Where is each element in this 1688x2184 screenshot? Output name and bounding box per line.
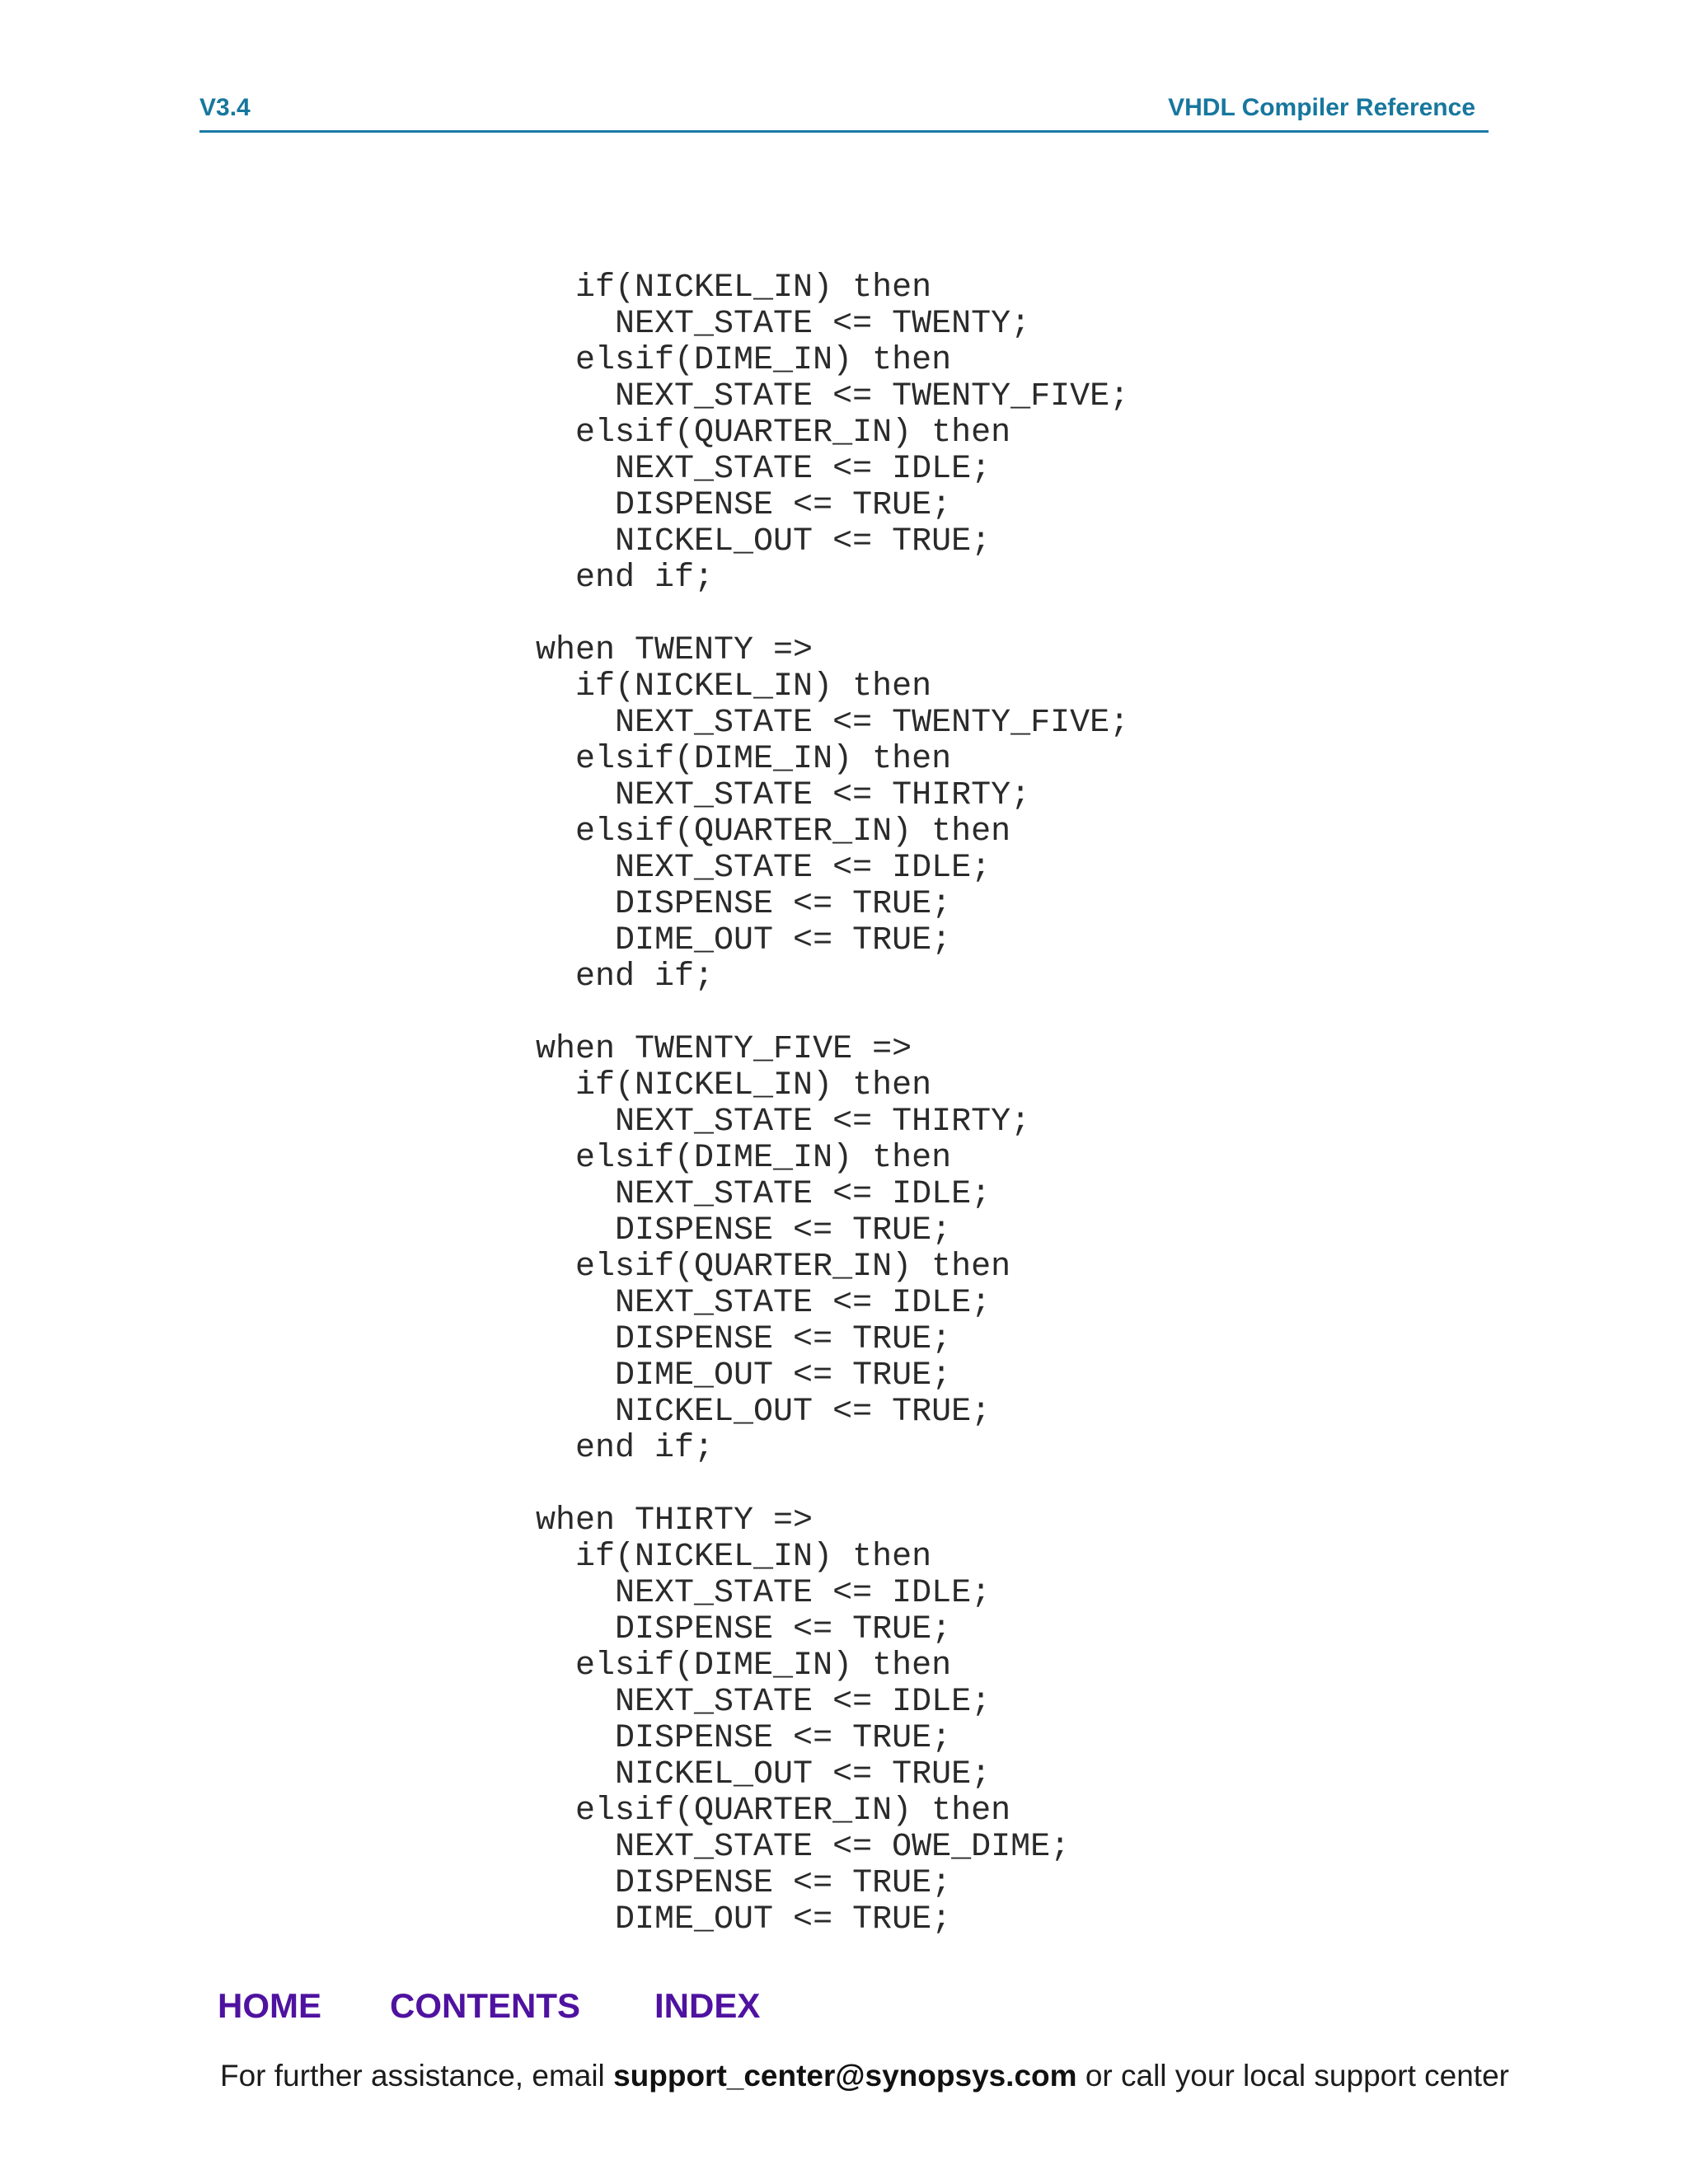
code-line: NICKEL_OUT <= TRUE; — [496, 1756, 992, 1793]
version-label: V3.4 — [199, 94, 251, 121]
code-line: when THIRTY => — [496, 1502, 814, 1540]
code-line: elsif(DIME_IN) then — [496, 342, 952, 379]
index-link[interactable]: INDEX — [654, 1986, 761, 2025]
page-header — [199, 92, 1489, 133]
code-line: if(NICKEL_IN) then — [496, 269, 932, 307]
code-line: DISPENSE <= TRUE; — [496, 1321, 952, 1358]
code-line: when TWENTY => — [496, 632, 814, 669]
code-line: NEXT_STATE <= THIRTY; — [496, 777, 1031, 814]
support-suffix: or call your local support center — [1085, 2059, 1509, 2093]
code-line: elsif(QUARTER_IN) then — [496, 813, 1011, 851]
code-line: NEXT_STATE <= IDLE; — [496, 1285, 992, 1322]
code-line: elsif(DIME_IN) then — [496, 1647, 952, 1685]
code-line: NEXT_STATE <= OWE_DIME; — [496, 1829, 1071, 1866]
code-line: if(NICKEL_IN) then — [496, 668, 932, 705]
code-listing — [496, 270, 1129, 1938]
code-line — [496, 996, 1129, 1032]
code-line: elsif(DIME_IN) then — [496, 741, 952, 778]
contents-link[interactable]: CONTENTS — [390, 1986, 580, 2025]
code-line: DIME_OUT <= TRUE; — [496, 1901, 952, 1938]
support-email[interactable]: support_center@synopsys.com — [613, 2059, 1077, 2093]
code-line: NEXT_STATE <= IDLE; — [496, 850, 992, 887]
code-line: NEXT_STATE <= THIRTY; — [496, 1104, 1031, 1141]
code-line: NICKEL_OUT <= TRUE; — [496, 523, 992, 560]
home-link[interactable]: HOME — [218, 1986, 321, 2025]
support-notice — [220, 2059, 1509, 2093]
code-line: DISPENSE <= TRUE; — [496, 1212, 952, 1249]
code-line: DISPENSE <= TRUE; — [496, 886, 952, 923]
code-line: NEXT_STATE <= TWENTY; — [496, 306, 1031, 343]
code-line: if(NICKEL_IN) then — [496, 1539, 932, 1576]
code-line — [496, 597, 1129, 633]
code-line: NEXT_STATE <= IDLE; — [496, 1684, 992, 1721]
code-line: end if; — [496, 1430, 715, 1467]
code-line: elsif(QUARTER_IN) then — [496, 415, 1011, 452]
code-line: NEXT_STATE <= TWENTY_FIVE; — [496, 705, 1130, 742]
code-line: elsif(QUARTER_IN) then — [496, 1249, 1011, 1286]
document-title: VHDL Compiler Reference — [1168, 94, 1475, 121]
code-line: NICKEL_OUT <= TRUE; — [496, 1394, 992, 1431]
code-line: DISPENSE <= TRUE; — [496, 1865, 952, 1902]
code-line: NEXT_STATE <= IDLE; — [496, 1575, 992, 1612]
code-line: NEXT_STATE <= IDLE; — [496, 451, 992, 488]
code-line: when TWENTY_FIVE => — [496, 1031, 912, 1068]
code-line: elsif(QUARTER_IN) then — [496, 1793, 1011, 1830]
support-prefix: For further assistance, email — [220, 2059, 605, 2093]
code-line: end if; — [496, 958, 715, 996]
code-line: NEXT_STATE <= IDLE; — [496, 1176, 992, 1213]
code-line: DISPENSE <= TRUE; — [496, 1720, 952, 1757]
code-line: DIME_OUT <= TRUE; — [496, 922, 952, 959]
code-line: if(NICKEL_IN) then — [496, 1067, 932, 1104]
code-line — [496, 1467, 1129, 1503]
code-line: end if; — [496, 560, 715, 597]
code-line: DISPENSE <= TRUE; — [496, 1611, 952, 1648]
code-line: DIME_OUT <= TRUE; — [496, 1357, 952, 1394]
code-line: NEXT_STATE <= TWENTY_FIVE; — [496, 378, 1130, 415]
code-line: elsif(DIME_IN) then — [496, 1140, 952, 1177]
code-line: DISPENSE <= TRUE; — [496, 487, 952, 524]
